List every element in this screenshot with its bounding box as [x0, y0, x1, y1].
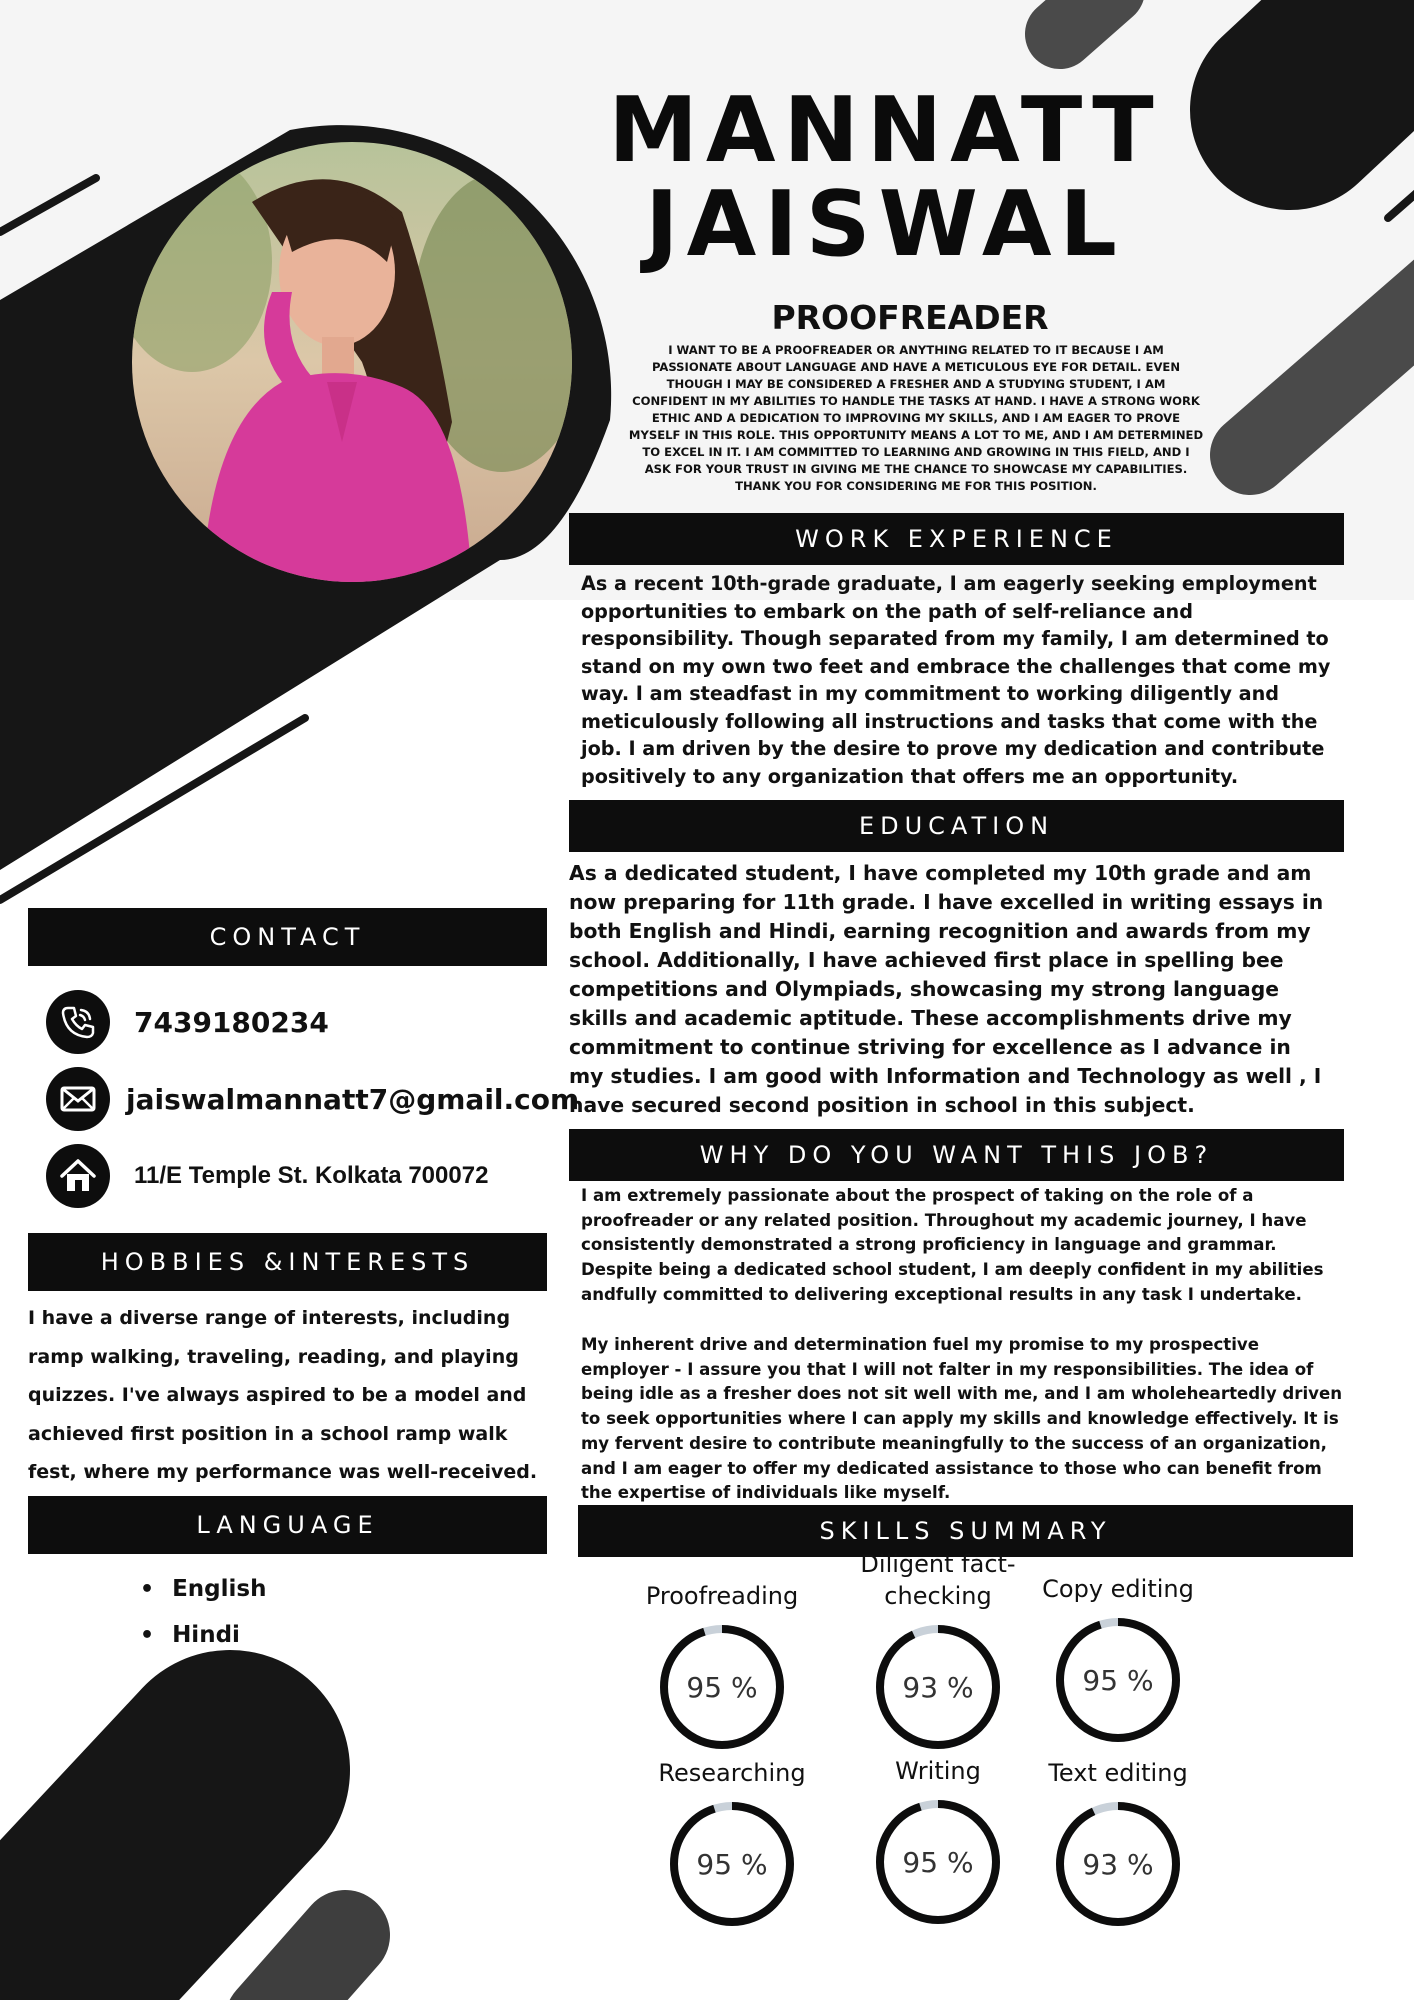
skill-label: Copy editing [1042, 1575, 1194, 1603]
work-experience-text: As a recent 10th-grade graduate, I am eagerly seeking employment opportunities to embark on the path of self-reliance and responsibility. Though separated from my family, I am determined to stand on my own two feet and embrace the challenges that come my way. I am steadfast in my commitment to working diligently and meticulously following all instructions and tasks that come with the job. I am driven by the desire to prove my dedication and contribute positively to any organization that offers me an opportunity. [581, 572, 1331, 788]
skill-value: 95 % [1082, 1663, 1154, 1697]
portrait-illustration [132, 142, 572, 582]
why-job-heading: WHY DO YOU WANT THIS JOB? [569, 1129, 1344, 1181]
why-job-paragraph-2: My inherent drive and determination fuel my promise to my prospective employer - I assure you that I will not falter in my responsibilities. The idea of being idle as a fresher does not sit well with me, and I am wholeheartedly driven to seek opportunities where I can apply my skills and knowledge effectively. It is my fervent desire to contribute meaningfully to the success of an organization, and I am eager to offer my dedicated assistance to those who can benefit from the expertise of individuals like myself. [581, 1335, 1343, 1503]
skill-value: 95 % [686, 1670, 758, 1704]
work-experience-heading: WORK EXPERIENCE [569, 513, 1344, 565]
skill-value: 95 % [902, 1845, 974, 1879]
phone-number[interactable]: 7439180234 [134, 1005, 329, 1039]
contact-phone-row [46, 990, 329, 1054]
job-title: PROOFREADER [771, 298, 1049, 337]
skill-proofreading [632, 1548, 812, 1752]
skill-value: 95 % [696, 1847, 768, 1881]
skill-label: Researching [658, 1759, 806, 1787]
phone-icon [46, 990, 110, 1054]
skills-heading: SKILLS SUMMARY [578, 1505, 1353, 1557]
address: 11/E Temple St. Kolkata 700072 [134, 1162, 489, 1189]
skill-fact-checking [848, 1548, 1028, 1752]
envelope-icon [46, 1067, 110, 1131]
home-icon [46, 1144, 110, 1208]
skill-label: Proofreading [645, 1582, 799, 1610]
language-heading: LANGUAGE [28, 1496, 547, 1554]
last-name: JAISWAL [645, 172, 1125, 277]
skill-ring [1053, 1799, 1183, 1929]
skill-text-editing [1028, 1725, 1208, 1929]
education-text: As a dedicated student, I have completed my 10th grade and am now preparing for 11th grade. I have excelled in writing essays in both English and Hindi, earning recognition and awards from my school. Additionally, I have achieved first place in spelling bee competitions and Olympiads, showcasing my strong language skills and academic aptitude. These accomplishments drive my commitment to continue striving for excellence as I advance in my studies. I am good with Information and Technology as well , I have secured second position in school in this subject. [569, 861, 1324, 1117]
contact-address-row [46, 1144, 488, 1208]
skill-value: 93 % [1082, 1847, 1154, 1881]
language-item: • Hindi [140, 1612, 266, 1658]
skill-label: Diligent fact-checking [860, 1550, 1016, 1610]
contact-email-row [46, 1067, 579, 1131]
skill-label: Writing [895, 1757, 981, 1785]
objective-summary: I WANT TO BE A PROOFREADER OR ANYTHING RELATED TO IT BECAUSE I AM PASSIONATE ABOUT LANGUAGE AND HAVE A METICULOUS EYE FOR DETAIL. EVEN THOUGH I MAY BE CONSIDERED A FRESHER AND A STUDYING STUDENT, I AM CONFIDENT IN MY ABILITIES TO HANDLE THE TASKS AT HAND. I HAVE A STRONG WORK ETHIC AND A DEDICATION TO IMPROVING MY SKILLS, AND I AM EAGER TO PROVE MYSELF IN THIS ROLE. THIS OPPORTUNITY MEANS A LOT TO ME, AND I AM DETERMINED TO EXCEL IN IT. I AM COMMITTED TO LEARNING AND GROWING IN THIS FIELD, AND I ASK FOR YOUR TRUST IN GIVING ME THE CHANCE TO SHOWCASE MY CAPABILITIES. THANK YOU FOR CONSIDERING ME FOR THIS POSITION. [628, 343, 1204, 493]
skill-ring [873, 1797, 1003, 1927]
skill-ring [667, 1799, 797, 1929]
skill-label: Text editing [1048, 1759, 1188, 1787]
contact-heading: CONTACT [28, 908, 547, 966]
hobbies-heading: HOBBIES &INTERESTS [28, 1233, 547, 1291]
language-item: • English [140, 1566, 266, 1612]
skill-researching [642, 1725, 822, 1929]
first-name: MANNATT [608, 78, 1162, 183]
language-list [140, 1566, 266, 1658]
hobbies-text: I have a diverse range of interests, including ramp walking, traveling, reading, and playing quizzes. I've always aspired to be a model and achieved first position in a school ramp walk fest, where my performance was well-received. [28, 1307, 538, 1483]
profile-photo [132, 142, 572, 582]
why-job-paragraph-1: I am extremely passionate about the prospect of taking on the role of a proofreader or any related position. Throughout my academic journey, I have consistently demonstrated a strong proficiency in language and grammar. Despite being a dedicated school student, I am deeply confident in my abilities andfully committed to delivering exceptional results in any task I undertake. [581, 1186, 1324, 1304]
education-heading: EDUCATION [569, 800, 1344, 852]
skill-value: 93 % [902, 1670, 974, 1704]
skill-copy-editing [1028, 1541, 1208, 1745]
skill-writing [848, 1723, 1028, 1927]
email-address[interactable]: jaiswalmannatt7@gmail.com [126, 1082, 580, 1116]
